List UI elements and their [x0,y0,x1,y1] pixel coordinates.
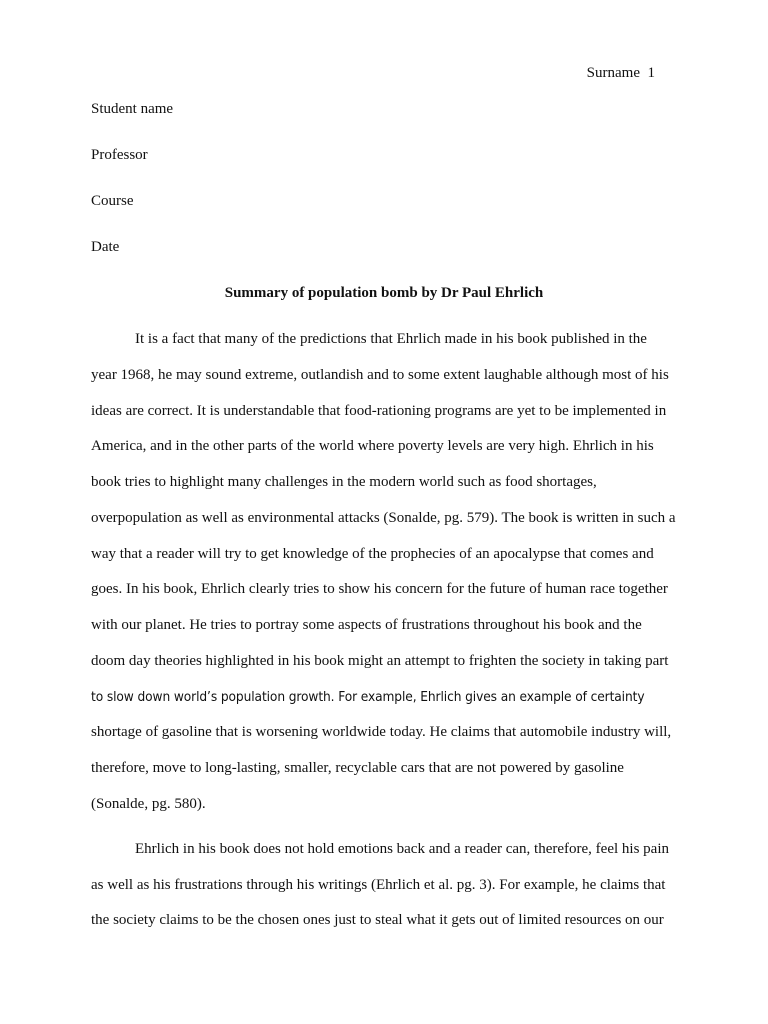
body-line: America, and in the other parts of the world where poverty levels are very high. Ehrlich in his [91,438,654,455]
body-line: overpopulation as well as environmental attacks (Sonalde, pg. 579). The book is written in such a [91,509,676,526]
running-head: Surname 1 [586,65,655,81]
heading-block [91,100,681,284]
student-name: Student name [91,101,174,117]
body-line: as well as his frustrations through his writings (Ehrlich et al. pg. 3). For example, he claims that [91,876,666,893]
body-line: therefore, move to long-lasting, smaller, recyclable cars that are not powered by gasoline [91,760,624,777]
body-line: to slow down world’s population growth. For example, Ehrlich gives an example of certainty [91,688,645,705]
body-line: Ehrlich in his book does not hold emotions back and a reader can, therefore, feel his pain [135,840,669,857]
body-line: way that a reader will try to get knowledge of the prophecies of an apocalypse that comes and [91,545,654,562]
date: Date [91,239,120,255]
body-line: doom day theories highlighted in his book might an attempt to frighten the society in taking part [91,652,669,669]
body-line: shortage of gasoline that is worsening worldwide today. He claims that automobile industry will, [91,724,672,741]
body-line: (Sonalde, pg. 580). [91,795,206,812]
body-line: with our planet. He tries to portray some aspects of frustrations throughout his book and the [91,617,642,634]
body-line: goes. In his book, Ehrlich clearly tries to show his concern for the future of human race together [91,581,668,598]
essay-title: Summary of population bomb by Dr Paul Ehrlich [224,285,544,301]
course-name: Course [91,193,134,209]
body-line: ideas are correct. It is understandable that food-rationing programs are yet to be implemented in [91,402,667,419]
professor-name: Professor [91,147,148,163]
body-line: It is a fact that many of the predictions that Ehrlich made in his book published in the [135,331,647,347]
body-line: year 1968, he may sound extreme, outlandish and to some extent laughable although most of his [91,366,669,383]
body-line: the society claims to be the chosen ones just to steal what it gets out of limited resources on our [91,912,664,929]
essay-body [91,330,681,947]
body-line: book tries to highlight many challenges in the modern world such as food shortages, [91,474,597,491]
